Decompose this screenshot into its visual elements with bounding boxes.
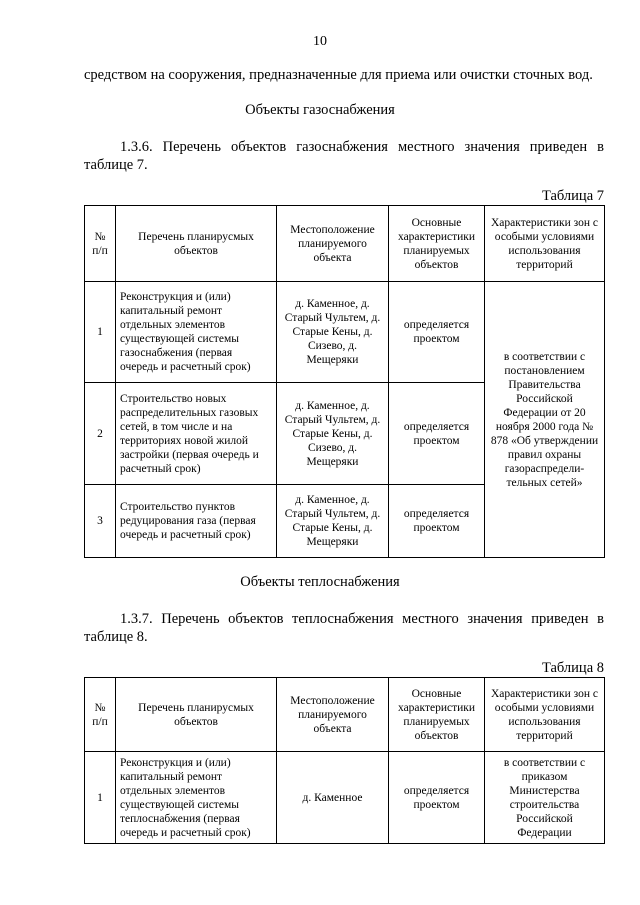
header-objects: Перечень планирусмых объектов [116, 678, 277, 752]
table-8-header-row [85, 678, 605, 752]
header-num: № п/п [85, 206, 116, 282]
table-7-header-row [85, 206, 605, 282]
header-characteristics: Основные характеристики планируемых объектов [389, 678, 485, 752]
header-location: Местоположение планируемого объекта [277, 678, 389, 752]
row-num: 1 [85, 752, 116, 844]
row-location: д. Каменное, д. Старый Чультем, д. Старые Кены, д. Сизево, д. Мещеряки [277, 282, 389, 383]
header-characteristics: Основные характеристики планируемых объектов [389, 206, 485, 282]
row-object-name: Строительство пунктов редуцирования газа (первая очередь и расчетный срок) [116, 485, 277, 558]
row-num: 1 [85, 282, 116, 383]
header-zones: Характеристики зон с особыми условиями использования территорий [485, 678, 605, 752]
row-object-name: Реконструкция и (или) капитальный ремонт отдельных элементов существующей системы газоснабжения (первая очередь и расчетный срок) [116, 282, 277, 383]
table-7-caption: Таблица 7 [541, 188, 604, 204]
header-location: Местоположение планируемого объекта [277, 206, 389, 282]
heat-section-paragraph: 1.3.7. Перечень объектов теплоснабжения местного значения приведен в таблице 8. [84, 611, 604, 645]
row-characteristics: определяется проектом [389, 485, 485, 558]
header-num: № п/п [85, 678, 116, 752]
row-location: д. Каменное [277, 752, 389, 844]
row-num: 2 [85, 383, 116, 485]
intro-paragraph: средством на сооружения, предназначенные для приема или очистки сточных вод. [84, 67, 593, 83]
row-object-name: Строительство новых распределительных газовых сетей, в том числе и на территориях новой жилой застройки (первая очередь и расчетный срок) [116, 383, 277, 485]
table-8-caption: Таблица 8 [541, 660, 604, 676]
gas-section-paragraph: 1.3.6. Перечень объектов газоснабжения местного значения приведен в таблице 7. [84, 139, 604, 173]
table-8 [84, 677, 605, 844]
table-row [85, 282, 605, 383]
header-zones: Характеристики зон с особыми условиями использования территорий [485, 206, 605, 282]
header-objects: Перечень планирусмых объектов [116, 206, 277, 282]
row-location: д. Каменное, д. Старый Чультем, д. Старые Кены, д. Мещеряки [277, 485, 389, 558]
row-characteristics: определяется проектом [389, 383, 485, 485]
zones-cell: в соответствии с приказом Министерства строительства Российской Федерации [485, 752, 605, 844]
table-row [85, 752, 605, 844]
heat-section-heading: Объекты теплоснабжения [240, 574, 400, 590]
gas-section-heading: Объекты газоснабжения [245, 102, 395, 118]
table-7 [84, 205, 605, 558]
row-characteristics: определяется проектом [389, 282, 485, 383]
row-object-name: Реконструкция и (или) капитальный ремонт отдельных элементов существующей системы теплоснабжения (первая очередь и расчетный срок) [116, 752, 277, 844]
zones-cell: в соответствии с постановлением Правительства Российской Федерации от 20 ноября 2000 года № 878 «Об утверждении правил охраны газораспредели-тельных сетей» [485, 282, 605, 558]
row-num: 3 [85, 485, 116, 558]
row-location: д. Каменное, д. Старый Чультем, д. Старые Кены, д. Сизево, д. Мещеряки [277, 383, 389, 485]
row-characteristics: определяется проектом [389, 752, 485, 844]
page-number: 10 [313, 34, 327, 49]
